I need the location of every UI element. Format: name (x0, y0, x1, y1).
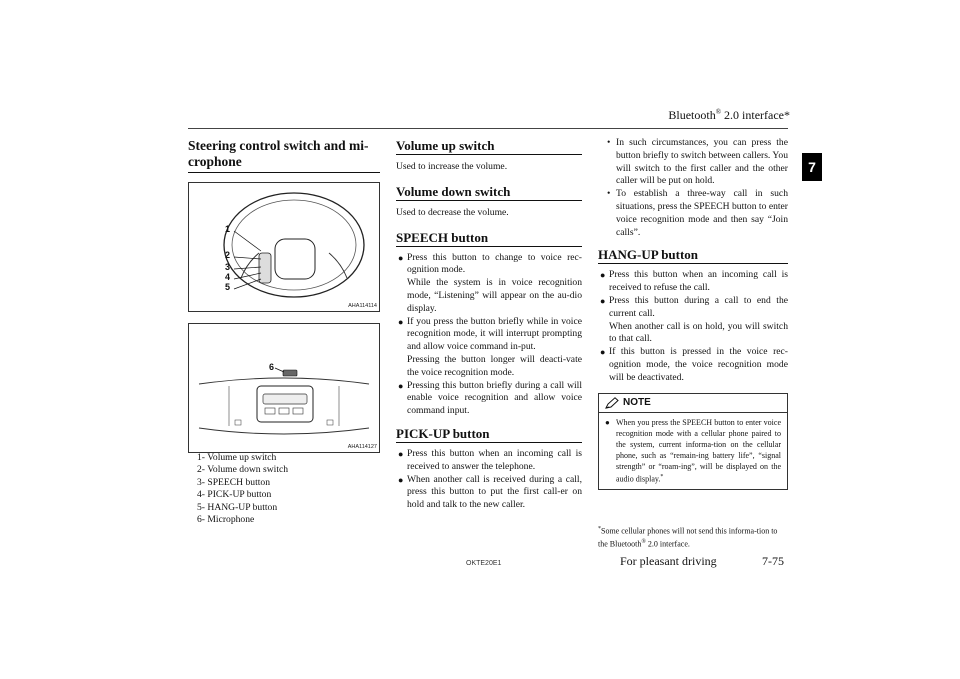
sub-item-1 (598, 137, 788, 188)
chapter-tab: 7 (802, 153, 822, 181)
footnote-suffix: 2.0 interface. (645, 539, 690, 549)
volume-down-text: Used to decrease the volume. (396, 206, 509, 218)
bullet-icon: ● (600, 295, 606, 306)
note-content (599, 413, 787, 490)
callout-4: 4 (225, 272, 231, 282)
bullet-text: Press this button when an incoming call is received to refuse the call. (609, 269, 788, 294)
bullet-continuation: While the system is in voice recognition mode, “Listening” will appear on the au-dio display. (407, 277, 582, 314)
sub-bullet-icon: • (607, 188, 611, 200)
list-item: 3- SPEECH button (197, 476, 271, 488)
footnote-asterisk: * (598, 526, 601, 532)
bullet-icon: ● (398, 252, 404, 263)
hangup-bullet-3 (598, 346, 788, 384)
overhead-console-illustration (189, 324, 379, 452)
sub-bullet-icon: • (607, 137, 611, 148)
list-item: 5- HANG-UP button (197, 501, 278, 513)
note-label: NOTE (623, 397, 651, 409)
bullet-continuation: When another call is on hold, you will switch to that call. (609, 320, 788, 345)
steering-wheel-illustration (189, 183, 379, 311)
note-asterisk: * (660, 473, 664, 480)
figure-code-1: AHA114114 (348, 303, 377, 309)
bullet-text: Press this button when an incoming call is received to answer the telephone. (407, 447, 582, 472)
title-rule (188, 172, 380, 173)
note-pencil-icon (605, 397, 619, 409)
footnote-body: Some cellular phones will not send this informa-tion to the Bluetooth (598, 526, 778, 549)
sub-item-2 (598, 188, 788, 239)
left-column (188, 138, 380, 173)
bullet-text: When another call is received during a call, press this button to put the first call-er on hold and talk to the new caller. (407, 473, 582, 511)
bullet-text: Pressing this button briefly during a call will enable voice recognition and allow voice command input. (407, 379, 582, 417)
list-item: 1- Volume up switch (197, 452, 277, 463)
bullet-icon: ● (605, 417, 610, 427)
figure-code-2: AHA114127 (347, 444, 377, 450)
bullet-continuation: Pressing the button longer will deacti-vate the voice recognition mode. (407, 353, 582, 378)
footnote (598, 524, 788, 550)
bullet-text: If you press the button briefly while in voice recognition mode, it will interrupt prompting and allow voice command in-put. (407, 315, 582, 353)
list-item: 6- Microphone (197, 514, 255, 526)
callout-5: 5 (225, 282, 231, 292)
speech-bullet-1 (396, 252, 582, 316)
heading-hangup-button: HANG-UP button (598, 247, 788, 264)
bullet-text: Press this button during a call to end the current call. (609, 294, 788, 319)
heading-volume-up: Volume up switch (396, 138, 582, 155)
right-column (598, 137, 788, 490)
section-title-steering: Steering control switch and mi-crophone (188, 138, 369, 169)
speech-bullet-3 (396, 380, 582, 418)
pickup-bullet-2 (396, 474, 582, 512)
bullet-icon: ● (398, 316, 404, 327)
bullet-icon: ● (398, 448, 404, 459)
note-text: When you press the SPEECH button to enter voice recognition mode with a cellular phone paired to the system, current informa-tion on the cellular phone, such as “remain-ing battery life”, “signal strength” or “roam-ing”, will be displayed on the audio display. (616, 417, 781, 484)
callout-6: 6 (269, 362, 275, 372)
heading-pickup-button: PICK-UP button (396, 426, 582, 443)
hangup-bullet-1 (598, 269, 788, 295)
bullet-text: If this button is pressed in the voice rec-ognition mode, the voice recognition mode will be deactivated. (609, 346, 788, 383)
callout-3: 3 (225, 262, 231, 272)
bullet-icon: ● (600, 347, 606, 358)
page-number: 7-75 (762, 554, 784, 568)
document-code: OKTE20E1 (466, 560, 502, 567)
bullet-icon: ● (600, 270, 606, 281)
header-rule (188, 128, 788, 129)
note-header (599, 394, 787, 413)
speech-bullet-2 (396, 316, 582, 380)
middle-column (396, 138, 582, 512)
footnote-text (598, 524, 788, 550)
list-item: 4- PICK-UP button (197, 489, 272, 501)
callout-legend (188, 452, 397, 526)
hangup-bullet-2 (598, 295, 788, 346)
header-registered-mark: ® (715, 108, 722, 116)
microphone-figure (188, 323, 380, 453)
sub-item-text: In such circumstances, you can press the button briefly to switch between callers. You will switch to the first caller and the other caller will be put on hold. (616, 137, 788, 187)
bullet-text: Press this button to change to voice rec-ognition mode. (407, 251, 582, 276)
volume-up-text: Used to increase the volume. (396, 161, 508, 172)
heading-volume-down: Volume down switch (396, 184, 582, 201)
header-title: Bluetooth (668, 108, 716, 122)
bullet-icon: ● (398, 474, 404, 485)
list-item: 2- Volume down switch (197, 464, 289, 476)
note-box (598, 393, 788, 491)
steering-wheel-figure (188, 182, 380, 312)
callout-2: 2 (225, 250, 231, 260)
sub-item-text: To establish a three-way call in such situations, press the SPEECH button to enter voice recognition mode and then say “Join calls”. (616, 188, 788, 238)
heading-speech-button: SPEECH button (396, 230, 582, 247)
running-header (610, 108, 790, 123)
footnote-registered-mark: ® (641, 539, 646, 546)
callout-1: 1 (225, 224, 231, 234)
bullet-icon: ● (398, 380, 404, 391)
header-title-suffix: 2.0 interface* (721, 108, 790, 122)
pickup-bullet-1 (396, 448, 582, 474)
section-name: For pleasant driving (620, 554, 717, 568)
